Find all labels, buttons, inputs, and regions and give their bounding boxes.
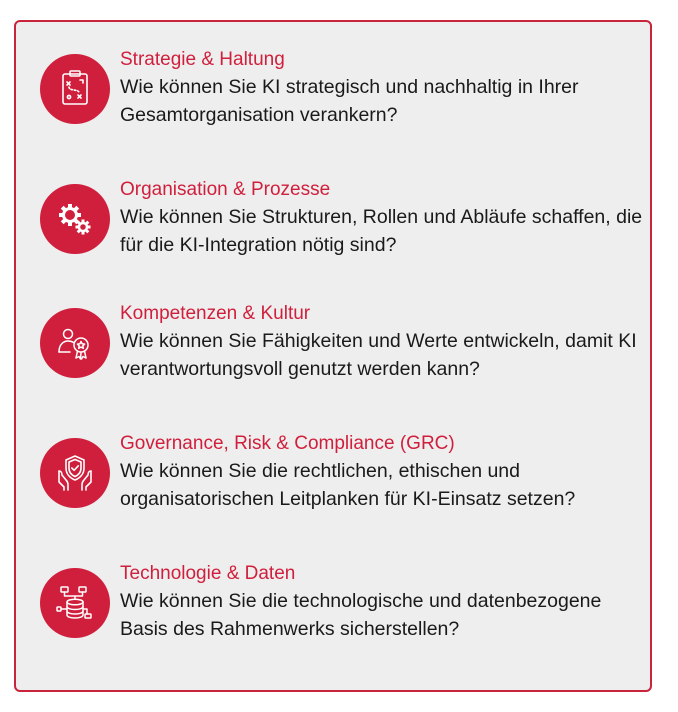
framework-item-grc [16,432,652,542]
item-title: Kompetenzen & Kultur [120,303,311,324]
item-description: Wie können Sie die rechtlichen, ethischen und organisatorischen Leitplanken für KI-Einsatz setzen? [120,460,576,510]
shield-hands-icon [40,438,110,508]
framework-item-technology [16,562,652,672]
item-description: Wie können Sie KI strategisch und nachhaltig in Ihrer Gesamtorganisation verankern? [120,76,579,126]
item-title: Strategie & Haltung [120,49,285,70]
item-title: Technologie & Daten [120,563,296,584]
strategy-board-icon [40,54,110,124]
framework-item-competencies [16,302,652,412]
item-title: Organisation & Prozesse [120,179,331,200]
item-description: Wie können Sie Fähigkeiten und Werte entwickeln, damit KI verantwortungsvoll genutzt werden kann? [120,330,637,380]
framework-item-strategy [16,48,652,158]
item-description: Wie können Sie die technologische und datenbezogene Basis des Rahmenwerks sicherstellen? [120,590,602,640]
gears-icon [40,184,110,254]
framework-panel [14,20,652,692]
person-award-icon [40,308,110,378]
framework-item-organisation [16,178,652,288]
item-title: Governance, Risk & Compliance (GRC) [120,433,455,454]
item-description: Wie können Sie Strukturen, Rollen und Abläufe schaffen, die für die KI-Integration nötig sind? [120,206,643,256]
database-network-icon [40,568,110,638]
